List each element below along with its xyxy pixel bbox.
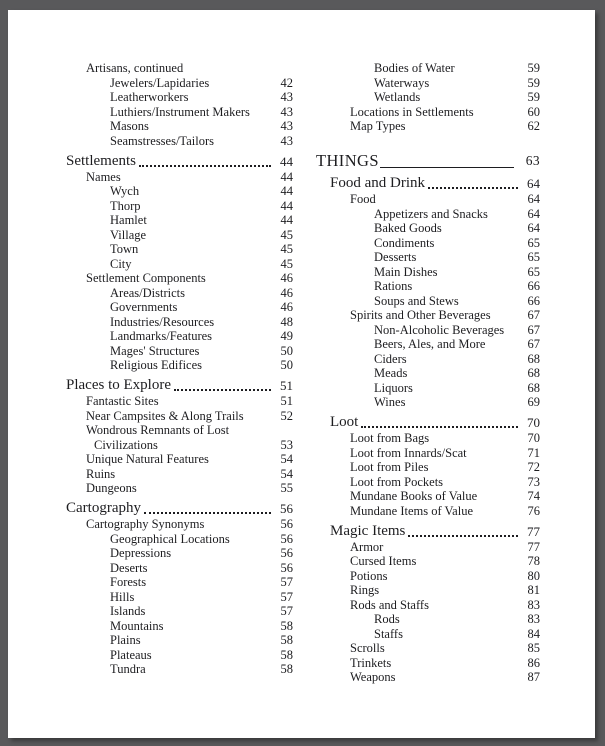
- toc-entry-label: Cartography: [66, 500, 141, 516]
- toc-entry-page-number: 59: [527, 90, 540, 104]
- toc-entry-page-number: 52: [280, 408, 293, 423]
- toc-entry-page-number: 66: [527, 279, 540, 293]
- toc-entry-label: Condiments: [374, 235, 435, 250]
- toc-entry-page-number: 43: [280, 133, 293, 148]
- toc-entry-label: Soups and Stews: [374, 293, 459, 308]
- toc-entry-page-number: 65: [527, 264, 540, 279]
- toc-column-left: [52, 61, 293, 685]
- toc-entry-page-number: 44: [280, 213, 293, 227]
- dot-leader-icon: [408, 535, 518, 537]
- toc-entry-label: Food: [350, 192, 376, 206]
- toc-entry: [316, 554, 540, 569]
- toc-entry-page-number: 59: [527, 75, 540, 90]
- toc-column-right: [316, 61, 540, 685]
- toc-entry-page-number: 62: [527, 119, 540, 133]
- toc-entry-label: Meads: [374, 366, 408, 380]
- toc-entry-label: Mountains: [110, 618, 164, 633]
- toc-entry-page-number: 57: [280, 575, 293, 589]
- toc-entry-page-number: 77: [527, 539, 540, 554]
- toc-entry-label: Thorp: [110, 198, 141, 213]
- toc-entry-label: Deserts: [110, 560, 148, 575]
- toc-entry-page-number: 56: [280, 560, 293, 575]
- toc-entry: [52, 344, 293, 359]
- toc-entry-page-number: 45: [280, 242, 293, 256]
- toc-entry-label: Loot from Pockets: [350, 474, 444, 489]
- toc-entry: [52, 561, 293, 576]
- toc-entry-page-number: 58: [280, 618, 293, 633]
- toc-entry-label: Unique Natural Features: [86, 452, 209, 466]
- toc-entry: [316, 207, 540, 222]
- toc-entry-label: Rings: [350, 583, 380, 597]
- toc-entry-page-number: 44: [280, 153, 293, 169]
- toc-entry: [316, 627, 540, 642]
- toc-entry-page-number: 71: [527, 445, 540, 460]
- toc-entry-page-number: 56: [280, 517, 293, 531]
- toc-entry-page-number: 43: [280, 104, 293, 119]
- toc-entry: [52, 590, 293, 605]
- toc-entry: [316, 446, 540, 461]
- toc-entry-label: Wych: [110, 184, 140, 198]
- toc-entry: [316, 236, 540, 251]
- toc-entry-page-number: 57: [280, 604, 293, 618]
- toc-entry-label: Geographical Locations: [110, 531, 230, 546]
- toc-entry-label: THINGS: [316, 150, 379, 170]
- toc-entry-page-number: 67: [527, 322, 540, 337]
- toc-columns: [8, 10, 595, 685]
- toc-entry-label: Village: [110, 227, 147, 242]
- toc-entry-page-number: 67: [527, 308, 540, 322]
- toc-entry-label: Trinkets: [350, 655, 392, 670]
- toc-entry: [52, 199, 293, 214]
- toc-entry-label: Ciders: [374, 351, 407, 366]
- toc-entry-label: Beers, Ales, and More: [374, 337, 486, 351]
- toc-entry-page-number: 68: [527, 366, 540, 380]
- toc-entry-label: Hills: [110, 589, 135, 604]
- toc-entry-page-number: 45: [280, 256, 293, 271]
- toc-entry-page-number: 69: [527, 395, 540, 409]
- toc-entry-label: Ruins: [86, 466, 116, 481]
- toc-entry-page-number: 86: [527, 655, 540, 670]
- toc-entry: [52, 134, 293, 149]
- toc-entry-label: Staffs: [374, 626, 403, 641]
- toc-entry-label: Islands: [110, 604, 146, 618]
- toc-entry-label: Artisans, continued: [86, 61, 184, 75]
- toc-entry-page-number: 46: [280, 285, 293, 300]
- toc-entry-page-number: 46: [280, 271, 293, 285]
- toc-entry-label: Food and Drink: [330, 175, 425, 191]
- toc-entry: [316, 265, 540, 280]
- toc-entry: [52, 377, 293, 394]
- toc-entry: [316, 119, 540, 134]
- toc-entry-page-number: 44: [280, 198, 293, 213]
- toc-entry-label: Wetlands: [374, 90, 421, 104]
- toc-entry: [316, 175, 540, 192]
- toc-entry-page-number: 70: [527, 415, 540, 430]
- toc-entry: [316, 294, 540, 309]
- toc-entry: [52, 619, 293, 634]
- toc-entry: [52, 438, 293, 453]
- toc-entry: [52, 394, 293, 409]
- toc-entry-page-number: 80: [527, 568, 540, 583]
- toc-entry-label: Mundane Books of Value: [350, 489, 478, 503]
- toc-entry-label: Mages' Structures: [110, 343, 200, 358]
- toc-entry-page-number: 53: [280, 437, 293, 452]
- toc-entry: [316, 105, 540, 120]
- toc-entry: [52, 452, 293, 467]
- toc-entry-label: Settlements: [66, 152, 136, 169]
- toc-entry: [316, 381, 540, 396]
- toc-entry-label: Potions: [350, 568, 388, 583]
- toc-entry-label: Rods: [374, 612, 400, 626]
- toc-entry: [316, 250, 540, 265]
- toc-entry-page-number: 43: [280, 119, 293, 133]
- toc-entry: [316, 460, 540, 475]
- toc-entry-page-number: 85: [527, 641, 540, 655]
- toc-entry-label: Weapons: [350, 670, 396, 684]
- toc-entry: [316, 504, 540, 519]
- toc-entry-label: Main Dishes: [374, 264, 438, 279]
- toc-entry-page-number: 64: [527, 206, 540, 221]
- toc-entry: [52, 61, 293, 76]
- toc-entry-page-number: 56: [280, 501, 293, 516]
- toc-entry-label: Loot from Piles: [350, 460, 429, 474]
- toc-entry-page-number: 54: [280, 466, 293, 481]
- toc-entry-label: Loot from Innards/Scat: [350, 445, 467, 460]
- toc-entry-label: Settlement Components: [86, 271, 206, 285]
- dot-leader-icon: [361, 426, 518, 428]
- toc-entry: [52, 467, 293, 482]
- toc-entry: [52, 76, 293, 91]
- toc-entry-page-number: 87: [527, 670, 540, 684]
- toc-entry: [52, 481, 293, 496]
- toc-entry-page-number: 50: [280, 358, 293, 372]
- toc-entry-page-number: 72: [527, 460, 540, 474]
- toc-entry-label: Areas/Districts: [110, 285, 185, 300]
- toc-entry-label: Locations in Settlements: [350, 104, 474, 119]
- toc-entry-label: Civilizations: [94, 437, 158, 452]
- toc-entry-label: Cursed Items: [350, 554, 417, 568]
- toc-entry-label: Wondrous Remnants of Lost: [86, 423, 230, 437]
- toc-entry: [52, 105, 293, 120]
- toc-entry: [52, 532, 293, 547]
- toc-entry-page-number: 45: [280, 227, 293, 242]
- dot-leader-icon: [139, 165, 271, 167]
- toc-entry: [52, 257, 293, 272]
- toc-entry-page-number: 68: [527, 351, 540, 366]
- toc-entry-label: Governments: [110, 300, 178, 314]
- toc-entry-label: Spirits and Other Beverages: [350, 308, 491, 322]
- toc-entry-label: Bodies of Water: [374, 61, 455, 75]
- toc-entry-page-number: 58: [280, 633, 293, 647]
- toc-entry-label: Landmarks/Features: [110, 329, 213, 343]
- toc-entry-page-number: 51: [280, 394, 293, 408]
- toc-entry: [316, 352, 540, 367]
- toc-entry: [316, 192, 540, 207]
- toc-entry: [52, 300, 293, 315]
- toc-entry: [52, 90, 293, 105]
- toc-entry-page-number: 44: [280, 184, 293, 198]
- toc-entry-label: Forests: [110, 575, 147, 589]
- toc-entry: [316, 583, 540, 598]
- toc-entry-label: Rations: [374, 279, 413, 293]
- toc-entry: [52, 500, 293, 517]
- toc-entry-label: Fantastic Sites: [86, 394, 159, 408]
- toc-entry-label: Magic Items: [330, 522, 406, 539]
- toc-entry-page-number: 65: [527, 235, 540, 250]
- toc-entry: [316, 641, 540, 656]
- toc-entry-page-number: 48: [280, 314, 293, 329]
- toc-entry: [52, 329, 293, 344]
- toc-entry-page-number: 70: [527, 431, 540, 445]
- toc-entry: [316, 523, 540, 540]
- toc-entry: [52, 153, 293, 170]
- toc-entry-page-number: 50: [280, 343, 293, 358]
- toc-entry: [316, 61, 540, 76]
- toc-entry: [316, 598, 540, 613]
- toc-entry: [316, 90, 540, 105]
- toc-entry: [316, 150, 540, 171]
- toc-entry-page-number: 64: [527, 176, 540, 191]
- toc-entry-page-number: 77: [527, 523, 540, 539]
- toc-entry-label: Plateaus: [110, 647, 152, 662]
- toc-entry: [52, 271, 293, 286]
- toc-entry-page-number: 83: [527, 597, 540, 612]
- toc-entry-page-number: 59: [527, 61, 540, 75]
- toc-entry-page-number: 64: [527, 192, 540, 206]
- toc-entry-page-number: 44: [280, 169, 293, 184]
- toc-entry: [316, 395, 540, 410]
- toc-entry-label: Masons: [110, 119, 149, 133]
- toc-entry-page-number: 84: [527, 626, 540, 641]
- toc-entry: [52, 575, 293, 590]
- toc-entry-page-number: 64: [527, 221, 540, 235]
- toc-entry-label: Leatherworkers: [110, 90, 189, 104]
- toc-entry: [52, 409, 293, 424]
- toc-entry: [52, 184, 293, 199]
- toc-entry: [52, 170, 293, 185]
- toc-entry-label: Appetizers and Snacks: [374, 206, 488, 221]
- toc-entry-label: Mundane Items of Value: [350, 503, 474, 518]
- toc-entry-page-number: 60: [527, 104, 540, 119]
- toc-entry: [52, 604, 293, 619]
- toc-entry-page-number: 57: [280, 589, 293, 604]
- toc-entry-page-number: 78: [527, 554, 540, 568]
- toc-entry-label: Non-Alcoholic Beverages: [374, 322, 505, 337]
- line-leader-icon: [380, 167, 514, 168]
- toc-entry: [52, 213, 293, 228]
- toc-entry-label: Depressions: [110, 546, 172, 560]
- toc-entry-label: Town: [110, 242, 139, 256]
- toc-entry: [52, 119, 293, 134]
- toc-entry: [316, 670, 540, 685]
- toc-entry: [316, 431, 540, 446]
- toc-entry-label: Waterways: [374, 75, 430, 90]
- toc-entry-page-number: 49: [280, 329, 293, 343]
- toc-entry: [316, 489, 540, 504]
- toc-entry: [316, 540, 540, 555]
- toc-entry: [52, 633, 293, 648]
- toc-entry: [316, 308, 540, 323]
- toc-entry-page-number: 55: [280, 481, 293, 495]
- toc-entry: [316, 323, 540, 338]
- toc-entry: [52, 358, 293, 373]
- toc-entry-page-number: 67: [527, 337, 540, 351]
- toc-entry-label: Liquors: [374, 380, 413, 395]
- toc-entry: [52, 517, 293, 532]
- toc-entry: [316, 475, 540, 490]
- toc-entry: [52, 242, 293, 257]
- toc-entry-page-number: 63: [525, 152, 540, 168]
- toc-entry: [52, 286, 293, 301]
- toc-entry: [316, 76, 540, 91]
- toc-entry-page-number: 76: [527, 503, 540, 518]
- toc-entry-page-number: 58: [280, 647, 293, 662]
- toc-entry-page-number: 74: [527, 489, 540, 503]
- toc-entry-page-number: 73: [527, 474, 540, 489]
- toc-entry-label: Wines: [374, 395, 406, 409]
- toc-entry: [316, 569, 540, 584]
- toc-entry: [316, 221, 540, 236]
- toc-entry-label: Religious Edifices: [110, 358, 202, 372]
- toc-entry-label: Near Campsites & Along Trails: [86, 408, 244, 423]
- toc-entry-page-number: 56: [280, 546, 293, 560]
- toc-entry-label: Industries/Resources: [110, 314, 215, 329]
- toc-entry: [52, 662, 293, 677]
- toc-entry: [52, 546, 293, 561]
- toc-entry-label: Dungeons: [86, 481, 137, 495]
- toc-entry-page-number: 58: [280, 662, 293, 676]
- toc-entry-label: Plains: [110, 633, 141, 647]
- toc-entry: [52, 648, 293, 663]
- toc-entry-page-number: 51: [280, 378, 293, 393]
- toc-entry-page-number: 81: [527, 583, 540, 597]
- toc-entry-label: City: [110, 256, 132, 271]
- toc-entry: [52, 423, 293, 438]
- toc-entry: [316, 414, 540, 431]
- toc-page: [8, 10, 595, 738]
- toc-entry-label: Luthiers/Instrument Makers: [110, 104, 250, 119]
- toc-entry-page-number: 65: [527, 250, 540, 264]
- toc-entry-label: Map Types: [350, 119, 406, 133]
- toc-entry-label: Tundra: [110, 662, 146, 676]
- toc-entry-page-number: 54: [280, 452, 293, 466]
- toc-entry-label: Seamstresses/Tailors: [110, 133, 214, 148]
- toc-entry-label: Rods and Staffs: [350, 597, 429, 612]
- toc-entry-label: Desserts: [374, 250, 417, 264]
- toc-entry: [316, 656, 540, 671]
- toc-entry: [316, 279, 540, 294]
- toc-entry-label: Hamlet: [110, 213, 147, 227]
- toc-entry-page-number: 42: [280, 75, 293, 90]
- dot-leader-icon: [144, 512, 271, 514]
- toc-entry-label: Loot: [330, 414, 359, 430]
- toc-entry-page-number: 66: [527, 293, 540, 308]
- toc-entry: [316, 337, 540, 352]
- toc-entry: [52, 315, 293, 330]
- dot-leader-icon: [428, 187, 518, 189]
- toc-entry-label: Armor: [350, 539, 384, 554]
- toc-entry: [316, 612, 540, 627]
- toc-entry-label: Cartography Synonyms: [86, 517, 205, 531]
- toc-entry-page-number: 46: [280, 300, 293, 314]
- toc-entry-page-number: 56: [280, 531, 293, 546]
- dot-leader-icon: [174, 389, 271, 391]
- toc-entry-label: Loot from Bags: [350, 431, 430, 445]
- toc-entry-label: Baked Goods: [374, 221, 442, 235]
- toc-entry-page-number: 68: [527, 380, 540, 395]
- toc-entry-label: Jewelers/Lapidaries: [110, 75, 210, 90]
- toc-entry-label: Places to Explore: [66, 377, 171, 393]
- toc-entry: [316, 366, 540, 381]
- toc-entry-page-number: 83: [527, 612, 540, 626]
- toc-entry: [52, 228, 293, 243]
- toc-entry-label: Scrolls: [350, 641, 385, 655]
- toc-entry-label: Names: [86, 169, 121, 184]
- toc-entry-page-number: 43: [280, 90, 293, 104]
